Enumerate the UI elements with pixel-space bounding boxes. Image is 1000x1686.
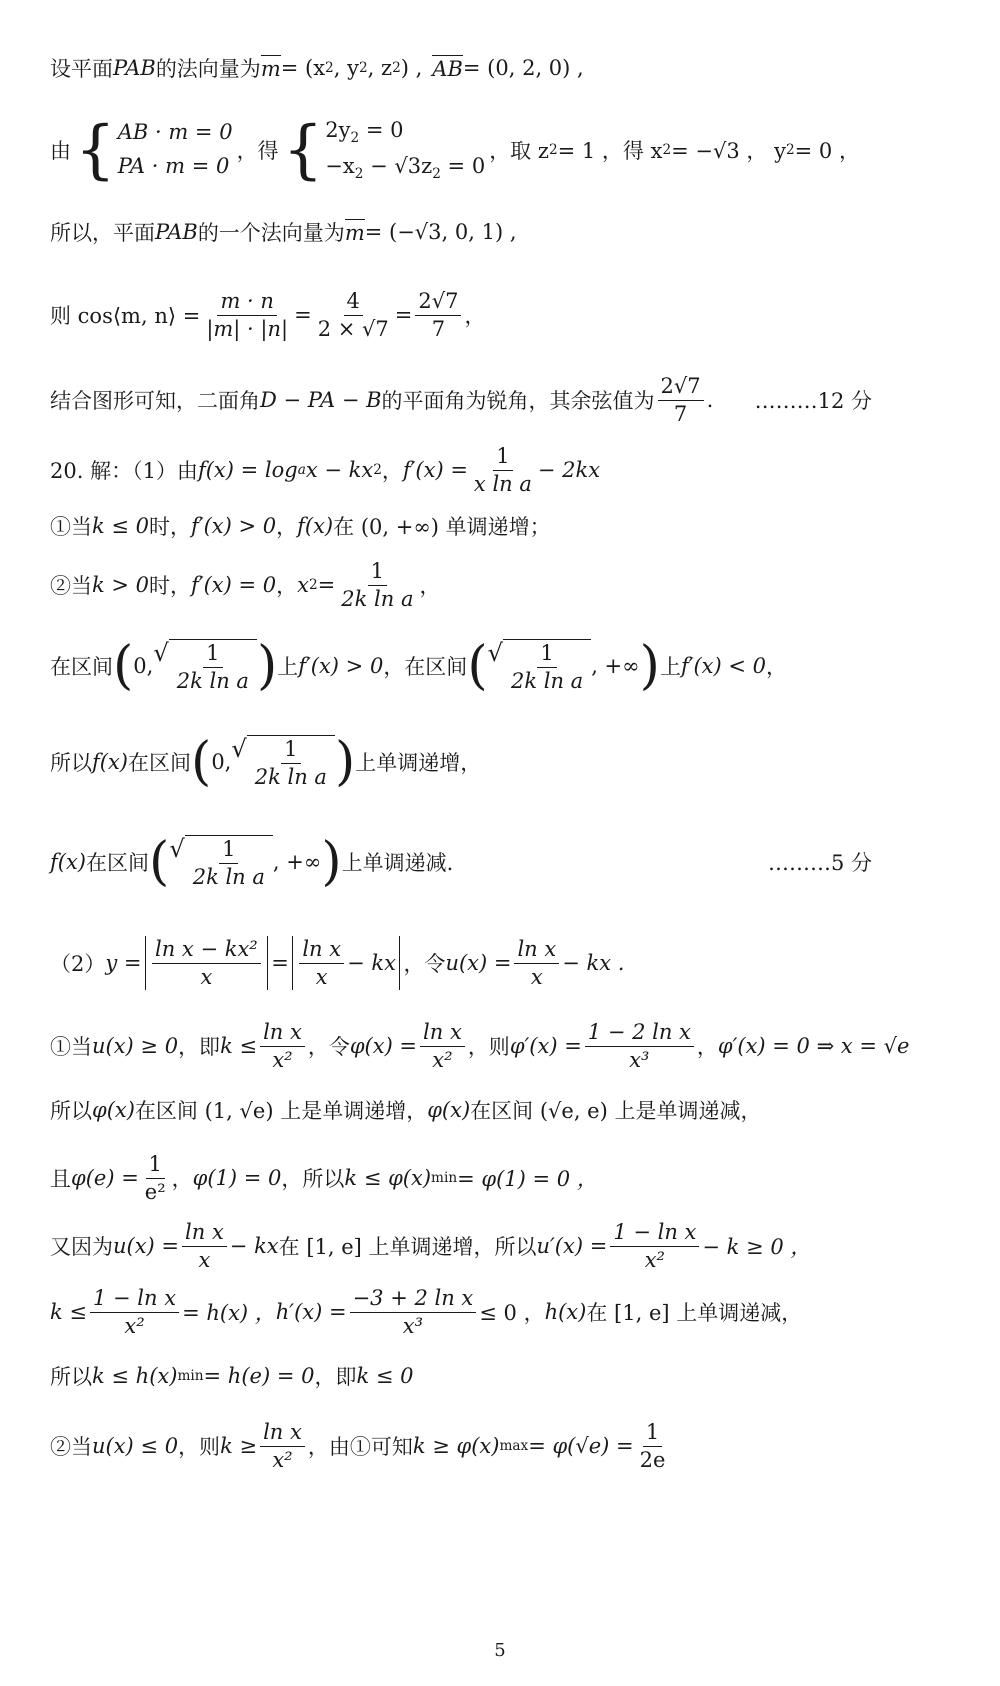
math: = 0 — [440, 154, 486, 178]
text: 所以 — [50, 1365, 92, 1389]
numerator: ln x — [299, 937, 344, 963]
math: f′(x) = 0 — [191, 573, 277, 597]
line-system — [50, 110, 960, 190]
denominator: 7 — [431, 316, 446, 341]
math: f(x) — [92, 750, 129, 774]
sqrt: √ $\frac{1}{\text{2k ln a}}$ — [488, 639, 592, 692]
text: 所以，平面 — [50, 221, 155, 245]
text: 且 — [50, 1167, 71, 1191]
numerator: −3 + 2 ln x — [350, 1286, 477, 1312]
sqrt: √ $\frac{1}{\text{2k ln a}}$ — [153, 639, 257, 692]
text: ①当 — [50, 515, 92, 539]
math: , +∞ — [272, 850, 322, 874]
fraction — [203, 289, 291, 340]
numerator: 1 — [281, 737, 300, 763]
numerator: 4 — [344, 289, 363, 315]
line-increasing: 所以 f(x) 在区间 ( 0, √ $\frac{1}{\text{2k ln a}}$ ) 上单调递增， — [50, 732, 482, 792]
text: 所以 — [50, 1099, 92, 1123]
text: ，在区间 — [383, 655, 468, 679]
math: f′(x) = — [402, 458, 468, 482]
text: 在 [1, e] 上单调递增，所以 — [278, 1235, 537, 1259]
fraction — [471, 444, 535, 495]
text: ，即 — [178, 1035, 221, 1059]
vector-m: m — [344, 221, 365, 245]
var-pab: PAB — [113, 56, 156, 80]
numerator: ln x — [514, 937, 559, 963]
numerator: ln x — [420, 1020, 465, 1046]
text: ，由①可知 — [307, 1435, 413, 1459]
text: . — [706, 388, 714, 412]
fraction — [260, 1020, 305, 1071]
fraction — [514, 937, 559, 988]
math: 0, — [211, 750, 232, 774]
text: 在区间 — [128, 751, 192, 775]
fraction — [420, 1020, 465, 1071]
sub: min — [177, 1368, 204, 1384]
line-h — [50, 1280, 960, 1344]
numerator: 1 — [493, 444, 512, 470]
fraction — [350, 1286, 477, 1337]
text: ，则 — [467, 1035, 510, 1059]
math: f′(x) > 0 — [191, 514, 277, 538]
fraction — [142, 1152, 169, 1203]
math: x — [297, 573, 309, 597]
denominator: e² — [144, 1179, 166, 1204]
text: 的平面角为锐角，其余弦值为 — [381, 389, 655, 413]
line-normal-vector-def — [50, 48, 960, 88]
math: k ≤ — [220, 1034, 258, 1058]
text: = 0 ， — [794, 139, 860, 163]
math: 则 cos⟨m, n⟩ = — [50, 304, 201, 328]
text: 时， — [149, 574, 192, 598]
denominator: x — [200, 964, 213, 989]
fraction — [260, 1420, 305, 1471]
math: 2y — [325, 117, 351, 142]
math: f′(x) < 0 — [680, 654, 767, 678]
eq-row: PA · m = 0 — [117, 154, 230, 178]
denominator: x² — [272, 1047, 293, 1072]
text: 的一个法向量为 — [197, 221, 345, 245]
math: = 0 — [359, 117, 404, 142]
math: f(x) — [50, 850, 87, 874]
text: 在区间 — [86, 851, 150, 875]
numerator: 1 − ln x — [90, 1286, 179, 1312]
text: ， — [381, 459, 403, 483]
math: D − PA − B — [260, 388, 382, 412]
denominator: x² — [272, 1447, 293, 1472]
math: = (x — [280, 56, 326, 80]
fraction — [637, 1420, 669, 1471]
text: 又因为 — [50, 1235, 113, 1259]
text: ， — [696, 1035, 718, 1059]
math: − √3z — [363, 154, 433, 178]
page-number: 5 — [494, 1640, 506, 1661]
math: φ(x) — [92, 1098, 135, 1122]
text: ， — [464, 304, 486, 328]
math: f(x) — [297, 514, 334, 538]
text: = −√3 ， y — [671, 139, 786, 163]
math: , y — [333, 56, 359, 80]
numerator: 1 — [643, 1420, 662, 1446]
denominator: 2 × √7 — [317, 316, 389, 341]
text: 在 (0, +∞) 单调递增； — [333, 515, 551, 539]
line-u-derivative — [50, 1214, 960, 1278]
denominator: 2k ln a — [511, 668, 584, 693]
math: k ≤ h(x) — [92, 1364, 178, 1388]
math: φ(x) — [427, 1098, 471, 1122]
math: y = — [105, 951, 142, 975]
math: u(x) = — [113, 1234, 180, 1258]
score-marker: ………12 分 — [754, 389, 872, 413]
math: − kx . — [562, 951, 625, 975]
text: 结合图形可知，二面角 — [50, 389, 260, 413]
denominator: x³ — [402, 1313, 424, 1338]
numerator: 1 — [537, 641, 556, 667]
math: = (0, 2, 0) , — [462, 56, 584, 80]
text: 上 — [277, 655, 299, 679]
fraction — [415, 289, 461, 340]
vector-ab: AB — [432, 57, 463, 81]
math: − k ≥ 0 ， — [702, 1235, 812, 1259]
text: 在区间 — [50, 655, 113, 679]
text: ②当 — [50, 1435, 92, 1459]
text: ①当 — [50, 1035, 92, 1059]
denominator: x² — [124, 1313, 145, 1338]
line-phi-min — [50, 1148, 960, 1208]
math: φ(e) = — [71, 1166, 139, 1190]
text: 设平面 — [50, 57, 113, 81]
numerator: 1 — [219, 837, 238, 863]
numerator: 1 − 2 ln x — [585, 1020, 694, 1046]
text: ，取 z — [489, 139, 549, 163]
numerator: m · n — [217, 289, 276, 315]
math: , z — [367, 56, 393, 80]
sub: 2 — [358, 60, 368, 76]
text: 由 — [50, 139, 71, 163]
line-part-2 — [50, 928, 960, 998]
text: 在区间 (1, √e) 上是单调递增， — [134, 1099, 428, 1123]
line-h-min — [50, 1358, 960, 1394]
numerator: ln x − kx² — [152, 937, 261, 963]
denominator: 2k ln a — [254, 764, 327, 789]
math: , +∞ — [591, 654, 640, 678]
text: ②当 — [50, 574, 92, 598]
line-phi-monotonic — [50, 1092, 960, 1128]
numerator: 2√7 — [658, 374, 704, 400]
numerator: 2√7 — [415, 289, 461, 315]
text: ， — [276, 574, 298, 598]
math: − kx — [347, 951, 396, 975]
vector-m: m — [260, 57, 281, 81]
fraction — [299, 937, 344, 988]
text: ，令 — [307, 1035, 350, 1059]
line-q20-derivative — [50, 440, 960, 500]
math: = — [317, 573, 336, 597]
numerator: 1 — [203, 641, 222, 667]
math: = φ(1) = 0 ， — [457, 1167, 598, 1191]
denominator: |m| · |n| — [206, 316, 289, 341]
eq-row: AB · m = 0 — [117, 120, 233, 145]
math: φ′(x) = 0 ⇒ x = √e — [717, 1034, 910, 1058]
math: f(x) = log — [197, 458, 298, 482]
text: （2） — [50, 952, 106, 976]
math: ≤ 0 ， — [479, 1301, 545, 1325]
sqrt: √ $\frac{1}{\text{2k ln a}}$ — [231, 735, 335, 788]
denominator: 7 — [673, 401, 688, 426]
text: = 1 ，得 x — [557, 139, 663, 163]
fraction — [338, 559, 416, 610]
text: ， — [171, 1167, 193, 1191]
sub: 2 — [432, 166, 441, 183]
math: = — [294, 303, 312, 327]
sub: 2 — [392, 60, 401, 76]
sub: min — [431, 1170, 458, 1186]
math: k ≤ φ(x) — [344, 1166, 432, 1190]
denominator: x — [530, 964, 543, 989]
text: ， — [276, 515, 298, 539]
text: 时， — [149, 515, 192, 539]
denominator: 2k ln a — [192, 864, 265, 889]
text: 在区间 (√e, e) 上是单调递减， — [470, 1099, 762, 1123]
text: 上单调递减. — [341, 851, 454, 875]
denominator: 2e — [639, 1447, 666, 1472]
text: 上单调递增， — [355, 751, 482, 775]
numerator: ln x — [260, 1020, 305, 1046]
math: = — [271, 951, 289, 975]
math: k ≤ 0 — [92, 514, 150, 538]
line-case-1 — [50, 508, 960, 544]
denominator: x — [315, 964, 328, 989]
text: ， — [766, 655, 788, 679]
text: 上 — [659, 655, 681, 679]
fraction — [152, 937, 261, 988]
math: φ(x) = — [349, 1034, 418, 1058]
math: = (−√3, 0, 1) , — [364, 220, 517, 244]
text: 20. 解：（1）由 — [50, 459, 198, 483]
denominator: x³ — [629, 1047, 650, 1072]
math: ) , — [400, 56, 423, 80]
math: = φ(√e) = — [528, 1434, 634, 1458]
line-decreasing: f(x) 在区间 ( √ $\frac{1}{\text{2k ln a}}$ , +∞ ) 上单调递减. ………5 分 — [50, 832, 872, 892]
fraction — [315, 289, 392, 340]
math: = h(e) = 0 — [203, 1364, 315, 1388]
sup: 2 — [373, 462, 382, 478]
fraction — [90, 1286, 179, 1337]
denominator: x² — [432, 1047, 453, 1072]
denominator: x ln a — [473, 471, 532, 496]
math: h(x) — [544, 1300, 587, 1324]
text: ，即 — [314, 1365, 357, 1389]
sub: 2 — [548, 142, 558, 158]
sub: a — [297, 462, 306, 478]
system-brace: { $2y_2 = 0$ $-x_2 - √3z_2 = 0$ — [282, 113, 486, 187]
fraction — [182, 1220, 227, 1271]
text: ，令 — [403, 952, 446, 976]
line-dihedral — [50, 370, 960, 430]
math: h′(x) = — [275, 1300, 347, 1324]
score-marker: ………5 分 — [767, 851, 872, 875]
line-intervals: 在区间 ( 0, √ $\frac{1}{\text{2k ln a}}$ ) 上 f′(x) > 0 ，在区间 ( √ $\frac{1}{\text{2k ln a}}$ , +∞ ) 上 f′(x) < 0 ， — [50, 636, 788, 696]
numerator: ln x — [260, 1420, 305, 1446]
numerator: ln x — [182, 1220, 227, 1246]
text: 所以 — [50, 751, 92, 775]
text: ， — [419, 574, 441, 598]
math: k ≤ — [50, 1300, 87, 1324]
math: u(x) ≥ 0 — [92, 1034, 179, 1058]
denominator: x² — [644, 1247, 665, 1272]
line-case-u-negative — [50, 1414, 960, 1478]
system-brace: { AB · m = 0 PA · m = 0 — [75, 113, 233, 187]
numerator: 1 — [146, 1152, 165, 1178]
var-pab: PAB — [155, 220, 198, 244]
sub: max — [499, 1438, 529, 1454]
math: = h(x) ， — [182, 1301, 276, 1325]
denominator: 2k ln a — [341, 586, 414, 611]
denominator: x — [198, 1247, 211, 1272]
denominator: 2k ln a — [176, 668, 249, 693]
line-case-2 — [50, 555, 960, 615]
math: = — [394, 303, 413, 327]
sub: 2 — [354, 166, 364, 183]
math: k ≥ — [220, 1434, 258, 1458]
sub: 2 — [350, 130, 360, 147]
math: x − kx — [305, 458, 374, 482]
math: k ≤ 0 — [356, 1364, 414, 1388]
sub: 2 — [785, 142, 795, 158]
math: u(x) = — [445, 951, 512, 975]
math: φ(1) = 0 — [192, 1166, 282, 1190]
numerator: 1 − ln x — [610, 1220, 699, 1246]
numerator: 1 — [368, 559, 387, 585]
sub: 2 — [662, 142, 672, 158]
sup: 2 — [308, 577, 318, 593]
line-normal-vector-result — [50, 212, 960, 252]
math: u(x) ≤ 0 — [92, 1434, 179, 1458]
text: ，所以 — [281, 1167, 345, 1191]
fraction — [658, 374, 704, 425]
fraction — [610, 1220, 699, 1271]
sub: 2 — [325, 60, 334, 76]
math: −x — [325, 154, 355, 178]
text: ，得 — [236, 139, 279, 163]
fraction — [585, 1020, 694, 1071]
math: f′(x) > 0 — [298, 654, 384, 678]
math: − 2kx — [537, 458, 601, 482]
math: k > 0 — [92, 573, 150, 597]
math: − kx — [229, 1234, 279, 1258]
text: 在 [1, e] 上单调递减， — [586, 1301, 803, 1325]
math: φ′(x) = — [509, 1034, 582, 1058]
math: k ≥ φ(x) — [412, 1434, 500, 1458]
line-cosine — [50, 280, 960, 350]
sqrt: √ $\frac{1}{\text{2k ln a}}$ — [169, 835, 273, 888]
math: u′(x) = — [536, 1234, 608, 1258]
text: ，则 — [178, 1435, 221, 1459]
text: 的法向量为 — [155, 57, 261, 81]
math: 0, — [133, 654, 154, 678]
line-phi — [50, 1014, 960, 1078]
